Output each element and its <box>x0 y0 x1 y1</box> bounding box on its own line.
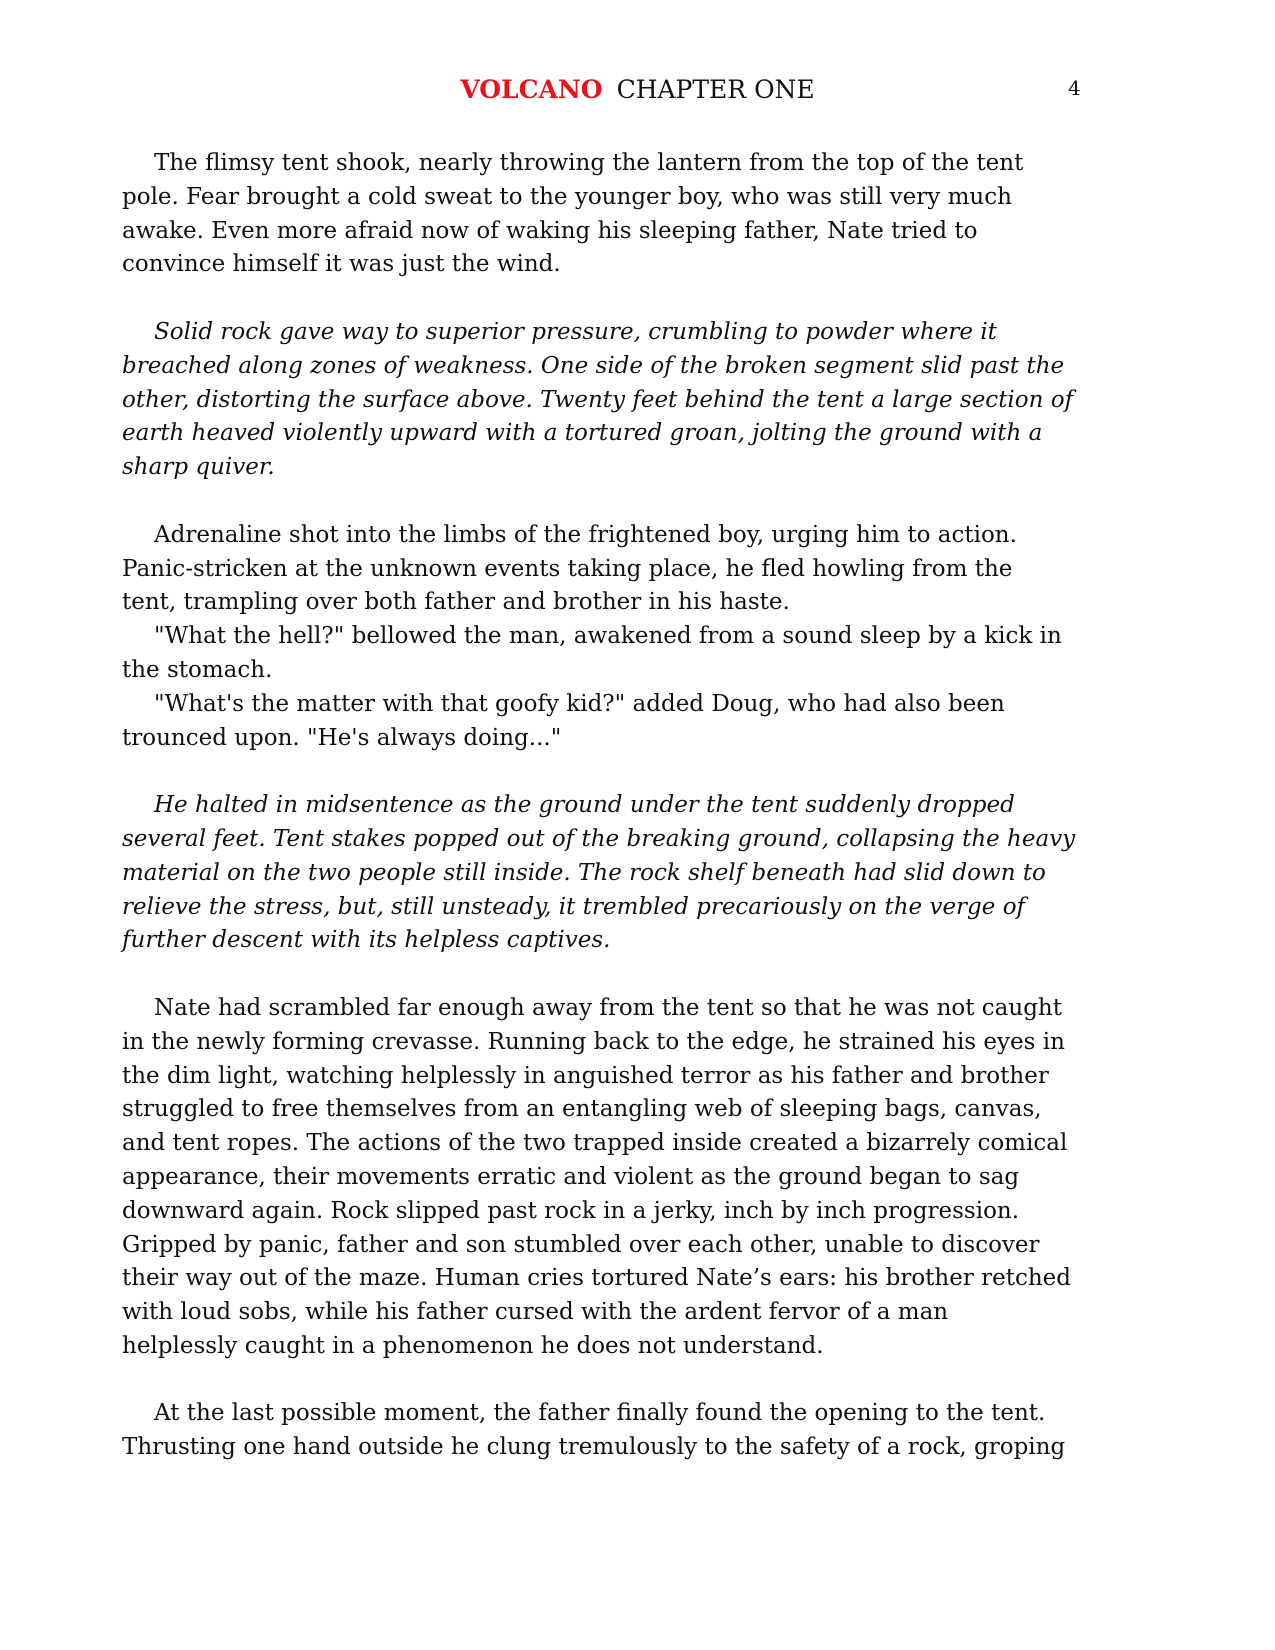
paragraph-gap <box>122 282 1122 316</box>
text-line: downward again. Rock slipped past rock in a jerky, inch by inch progression. <box>122 1197 1020 1224</box>
paragraph-2 <box>122 316 1122 485</box>
text-line: He halted in midsentence as the ground under the tent suddenly dropped <box>154 792 1015 819</box>
text-line: Gripped by panic, father and son stumbled over each other, unable to discover <box>122 1231 1040 1258</box>
text-line: convince himself it was just the wind. <box>122 251 561 278</box>
paragraph-7 <box>122 992 1122 1364</box>
text-line: Thrusting one hand outside he clung tremulously to the safety of a rock, groping <box>122 1434 1066 1461</box>
text-line: tent, trampling over both father and brother in his haste. <box>122 589 790 616</box>
paragraph-5 <box>122 688 1122 756</box>
paragraph-3 <box>122 519 1122 620</box>
text-line: helplessly caught in a phenomenon he does not understand. <box>122 1332 824 1359</box>
text-line: Nate had scrambled far enough away from the tent so that he was not caught <box>154 994 1062 1021</box>
text-line: "What the hell?" bellowed the man, awakened from a sound sleep by a kick in <box>154 623 1062 650</box>
paragraph-gap <box>122 1364 1122 1398</box>
book-title: VOLCANO <box>460 75 603 104</box>
text-line: pole. Fear brought a cold sweat to the younger boy, who was still very much <box>122 183 1012 210</box>
text-line: Panic-stricken at the unknown events taking place, he fled howling from the <box>122 555 1013 582</box>
text-line: material on the two people still inside. The rock shelf beneath had slid down to <box>122 859 1046 886</box>
body-text <box>122 147 1122 1465</box>
paragraph-6 <box>122 789 1122 958</box>
running-header <box>0 74 1275 106</box>
text-line: sharp quiver. <box>122 454 275 481</box>
text-line: with loud sobs, while his father cursed with the ardent fervor of a man <box>122 1299 949 1326</box>
text-line: At the last possible moment, the father finally found the opening to the tent. <box>154 1400 1046 1427</box>
text-line: Solid rock gave way to superior pressure, crumbling to powder where it <box>154 318 997 345</box>
paragraph-gap <box>122 755 1122 789</box>
text-line: the stomach. <box>122 656 273 683</box>
text-line: Adrenaline shot into the limbs of the frightened boy, urging him to action. <box>154 521 1017 548</box>
text-line: the dim light, watching helplessly in anguished terror as his father and brother <box>122 1062 1049 1089</box>
paragraph-gap <box>122 485 1122 519</box>
page-number: 4 <box>1068 76 1081 100</box>
text-line: other, distorting the surface above. Twenty feet behind the tent a large section of <box>122 386 1074 413</box>
text-line: relieve the stress, but, still unsteady, it trembled precariously on the verge of <box>122 893 1026 920</box>
text-line: and tent ropes. The actions of the two trapped inside created a bizarrely comical <box>122 1130 1068 1157</box>
text-line: "What's the matter with that goofy kid?" added Doug, who had also been <box>154 690 1005 717</box>
text-line: in the newly forming crevasse. Running back to the edge, he strained his eyes in <box>122 1028 1065 1055</box>
paragraph-4 <box>122 620 1122 688</box>
paragraph-8 <box>122 1397 1122 1465</box>
text-line: trounced upon. "He's always doing..." <box>122 724 562 751</box>
text-line: breached along zones of weakness. One side of the broken segment slid past the <box>122 352 1065 379</box>
paragraph-1 <box>122 147 1122 282</box>
text-line: their way out of the maze. Human cries tortured Nate’s ears: his brother retched <box>122 1265 1072 1292</box>
chapter-title: CHAPTER ONE <box>616 75 815 104</box>
text-line: further descent with its helpless captives. <box>122 927 611 954</box>
paragraph-gap <box>122 958 1122 992</box>
text-line: appearance, their movements erratic and violent as the ground began to sag <box>122 1163 1020 1190</box>
text-line: earth heaved violently upward with a tortured groan, jolting the ground with a <box>122 420 1043 447</box>
text-line: several feet. Tent stakes popped out of the breaking ground, collapsing the heavy <box>122 825 1076 852</box>
text-line: struggled to free themselves from an entangling web of sleeping bags, canvas, <box>122 1096 1042 1123</box>
text-line: The flimsy tent shook, nearly throwing the lantern from the top of the tent <box>154 150 1024 176</box>
text-line: awake. Even more afraid now of waking his sleeping father, Nate tried to <box>122 217 978 244</box>
